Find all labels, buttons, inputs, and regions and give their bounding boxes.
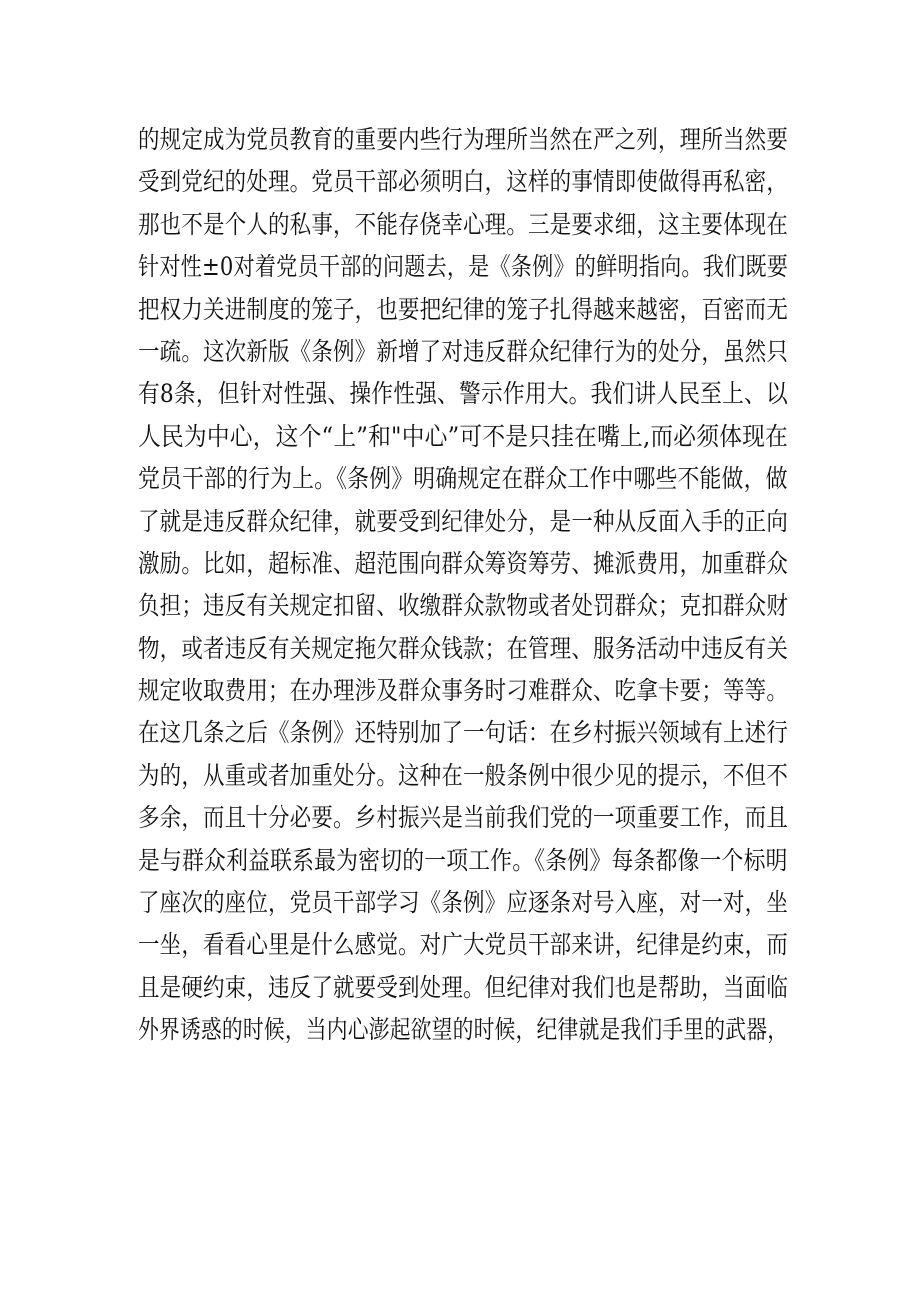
text-line: 激励。比如，超标准、超范围向群众筹资筹劳、摊派费用，加重群众 bbox=[138, 548, 789, 578]
text-line: 且是硬约束，违反了就要受到处理。但纪律对我们也是帮助，当面临 bbox=[138, 972, 789, 1002]
text-line: 那也不是个人的私事，不能存侥幸心理。三是要求细，这主要体现在 bbox=[138, 209, 789, 239]
text-line: 是与群众利益联系最为密切的一项工作。《条例》每条都像一个标明 bbox=[138, 845, 788, 875]
text-line: 在这几条之后《条例》还特别加了一句话：在乡村振兴领域有上述行 bbox=[138, 718, 789, 748]
text-line: 人民为中心，这个“上”和"中心”可不是只挂在嘴上,而必须体现在 bbox=[138, 421, 789, 451]
text-line: 一疏。这次新版《条例》新增了对违反群众纪律行为的处分，虽然只 bbox=[138, 336, 789, 366]
body-text bbox=[138, 119, 788, 1052]
text-line: 的规定成为党员教育的重要内些行为理所当然在严之列，理所当然要 bbox=[138, 125, 789, 154]
text-line: 多余，而且十分必要。乡村振兴是当前我们党的一项重要工作，而且 bbox=[138, 803, 789, 833]
text-line: 规定收取费用；在办理涉及群众事务时刁难群众、吃拿卡要；等等。 bbox=[138, 676, 789, 706]
text-line: 外界诱惑的时候，当内心澎起欲望的时候，纪律就是我们手里的武器， bbox=[138, 1015, 789, 1045]
text-line: 党员干部的行为上。《条例》明确规定在群众工作中哪些不能做，做 bbox=[138, 464, 788, 494]
text-line: 针对性±0对着党员干部的问题去，是《条例》的鲜明指向。我们既要 bbox=[138, 252, 789, 282]
text-line: 了座次的座位，党员干部学习《条例》应逐条对号入座，对一对，坐 bbox=[138, 888, 789, 918]
text-line: 了就是违反群众纪律，就要受到纪律处分，是一种从反面入手的正向 bbox=[138, 506, 789, 536]
text-line: 受到党纪的处理。党员干部必须明白，这样的事情即使做得再私密， bbox=[138, 167, 789, 197]
text-line: 物，或者违反有关规定拖欠群众钱款；在管理、服务活动中违反有关 bbox=[138, 633, 789, 663]
text-line: 一坐，看看心里是什么感觉。对广大党员干部来讲，纪律是约束，而 bbox=[138, 930, 789, 960]
text-line: 负担；违反有关规定扣留、收缴群众款物或者处罚群众；克扣群众财 bbox=[138, 591, 789, 621]
text-line: 把权力关进制度的笼子，也要把纪律的笼子扎得越来越密，百密而无 bbox=[138, 294, 789, 324]
text-line: 有8条，但针对性强、操作性强、警示作用大。我们讲人民至上、以 bbox=[138, 379, 788, 409]
text-line: 为的，从重或者加重处分。这种在一般条例中很少见的提示，不但不 bbox=[138, 760, 789, 790]
